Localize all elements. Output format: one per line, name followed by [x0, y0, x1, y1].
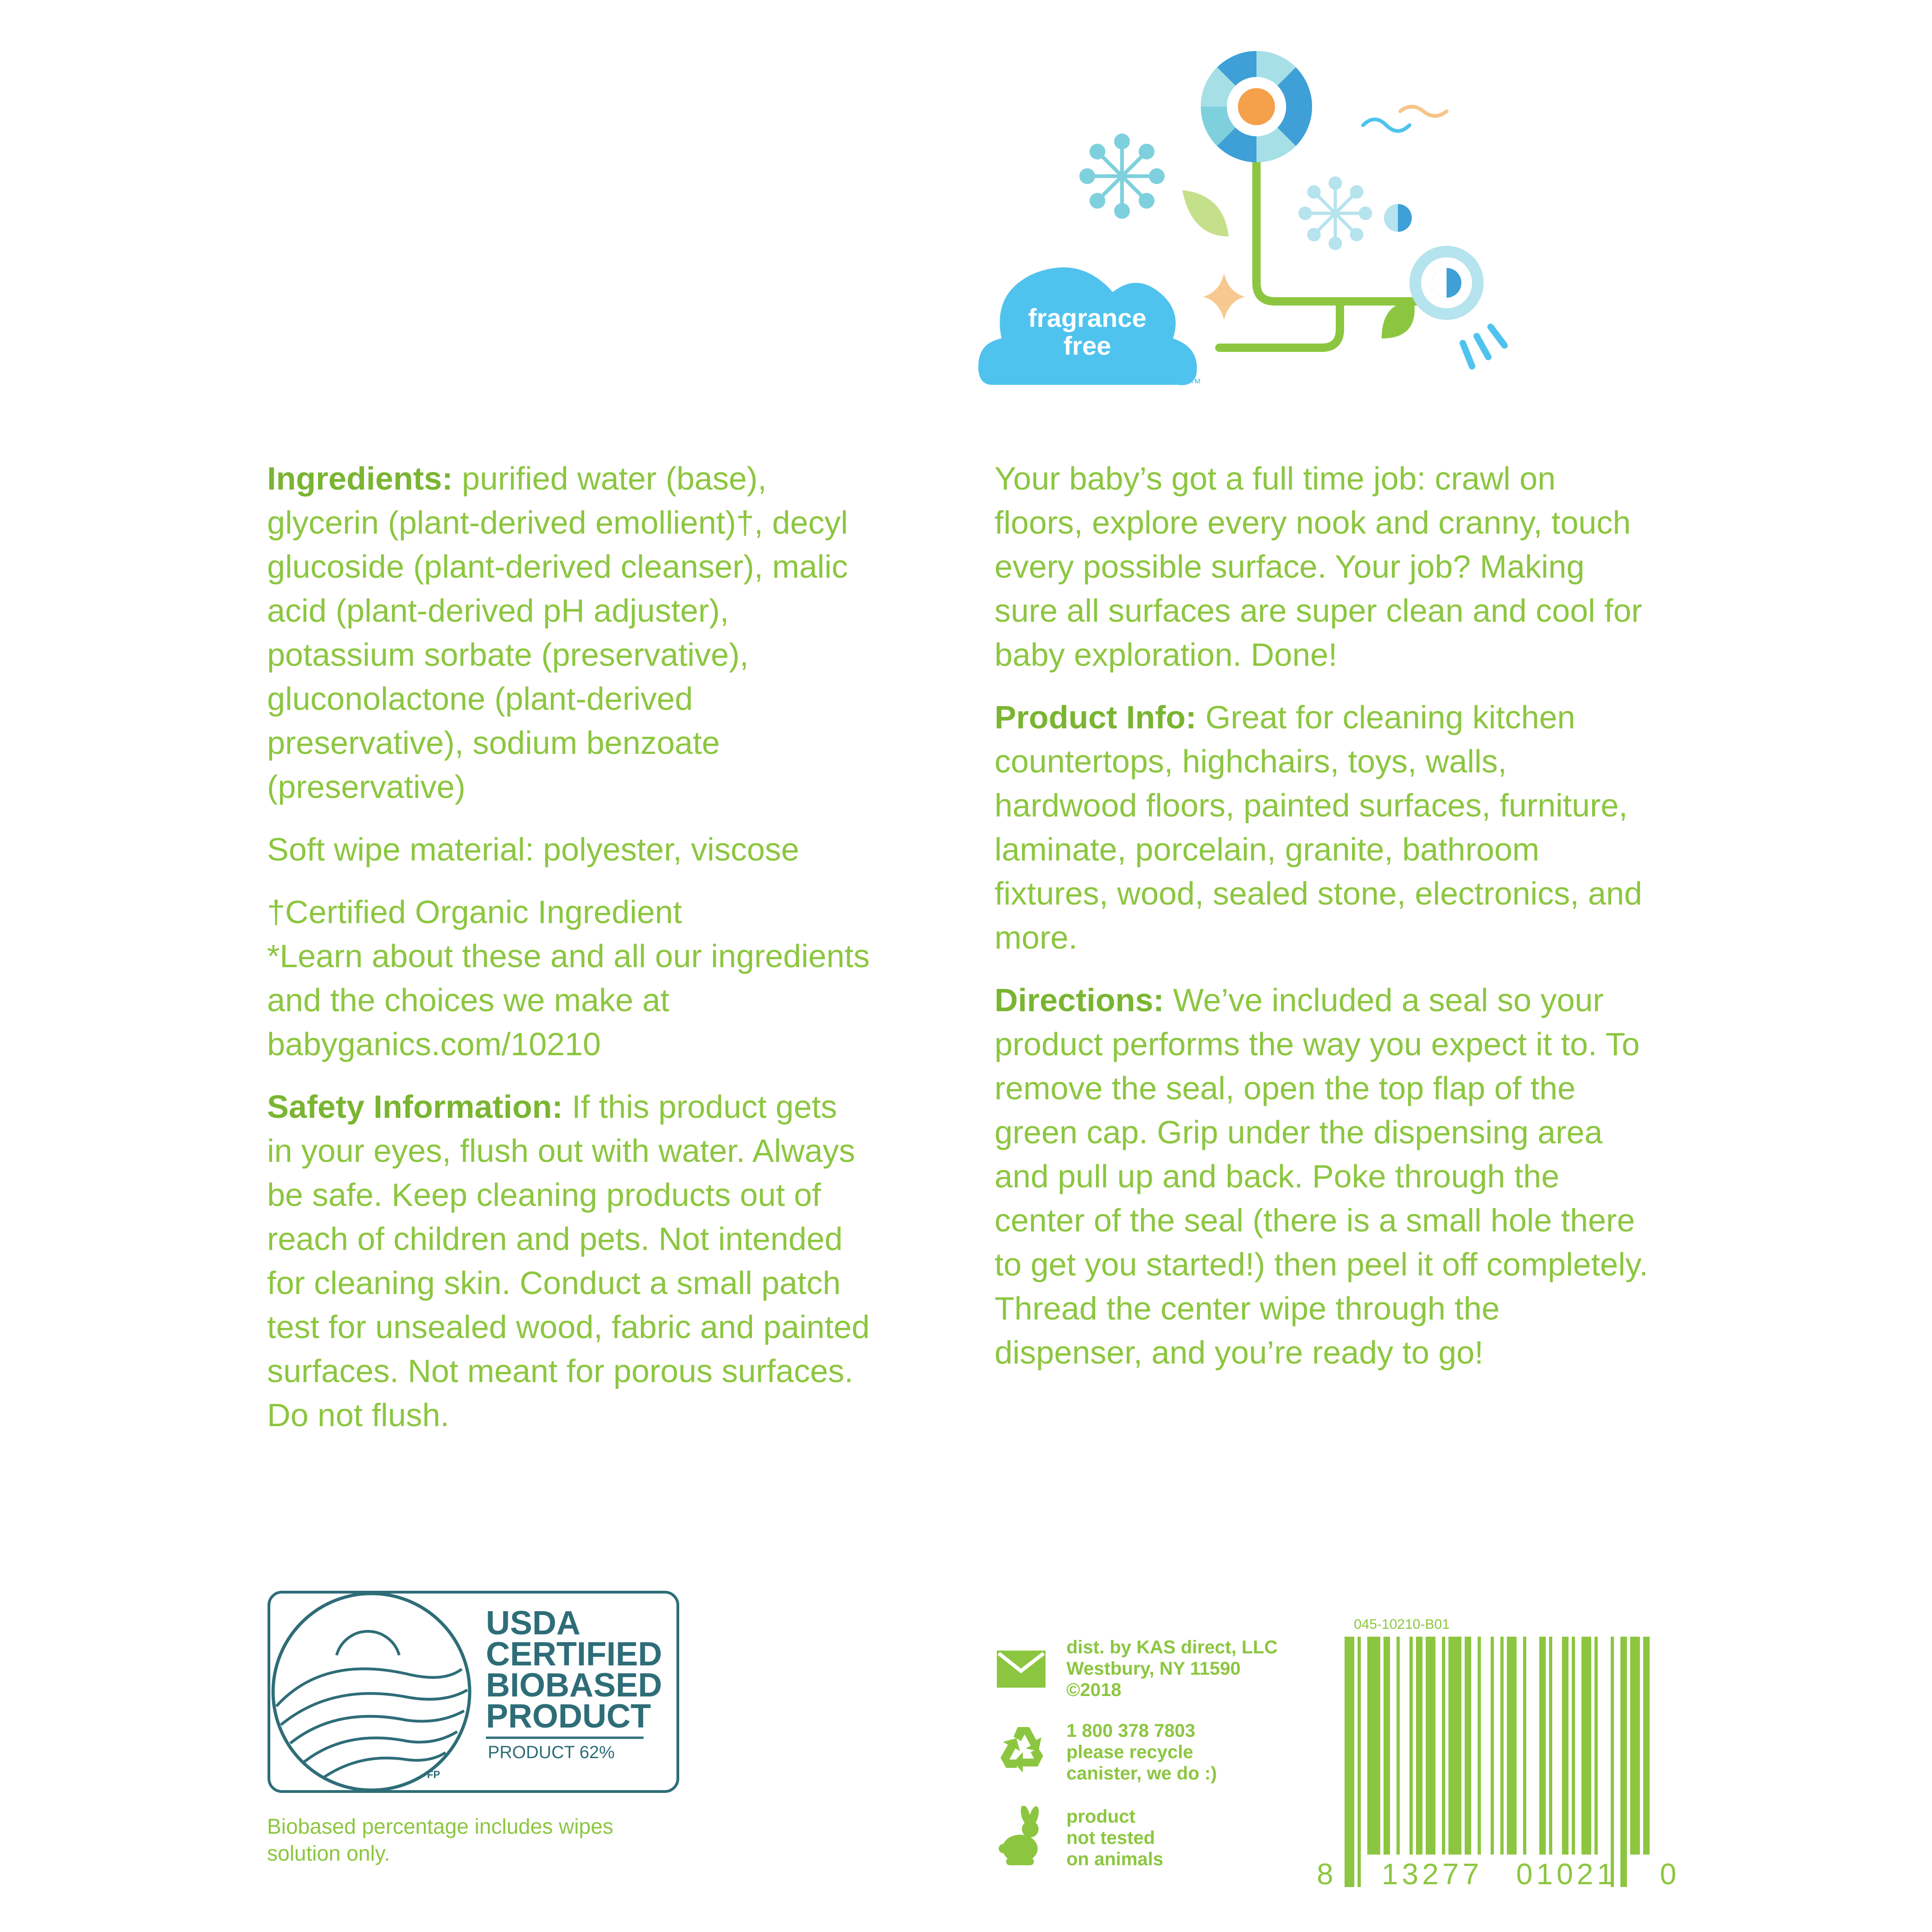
barcode-bar: [1478, 1637, 1481, 1855]
ingredients-label: Ingredients:: [267, 460, 453, 497]
barcode-bar: [1549, 1637, 1552, 1855]
barcode-bar: [1523, 1637, 1526, 1855]
directions-label: Directions:: [995, 982, 1164, 1018]
barcode-bar: [1491, 1637, 1494, 1855]
right-column: [995, 457, 1653, 1393]
barcode-bar: [1396, 1637, 1400, 1855]
intro-paragraph: Your baby’s got a full time job: crawl on floors, explore every nook and cranny, touch every possible surface. Your job? Making sure all surfaces are super clean and cool for baby exploration. Done!: [995, 460, 1642, 673]
cloud-line2: free: [1063, 331, 1111, 360]
ray-icon: [1463, 327, 1505, 366]
barcode-bar: [1367, 1637, 1380, 1855]
barcode-first-digit: 8: [1317, 1857, 1337, 1891]
left-column: [267, 457, 870, 1456]
barcode-bar: [1562, 1637, 1569, 1855]
barcode-bar: [1643, 1637, 1650, 1855]
barcode-bar: [1594, 1637, 1598, 1855]
barcode-bar: [1539, 1637, 1546, 1855]
trademark: ™: [1189, 376, 1201, 390]
barcode-bar: [1465, 1637, 1471, 1855]
directions-text: We’ve included a seal so your product performs the way you expect it to. To remove the seal, open the top flap of the green cap. Grip under the dispensing area and pull up and back. Poke through the center of the seal (there is a small hole there to get you started!) then peel it off completely. Thread the center wipe through the dispenser, and you’re ready to go!: [995, 982, 1648, 1371]
barcode-bar: [1581, 1637, 1591, 1855]
usda-line3: BIOBASED: [486, 1667, 663, 1704]
animal-line3: on animals: [1066, 1849, 1163, 1869]
barcode-bar: [1572, 1637, 1575, 1855]
usda-fp: FP: [427, 1769, 440, 1780]
usda-biobased-logo: [267, 1590, 680, 1793]
safety-label: Safety Information:: [267, 1089, 563, 1125]
cloud-line1: fragrance: [1028, 303, 1147, 332]
recycle-line1: please recycle: [1066, 1742, 1193, 1762]
barcode-bar: [1507, 1637, 1517, 1855]
dist-line3: ©2018: [1066, 1680, 1122, 1700]
product-info-text: Great for cleaning kitchen countertops, highchairs, toys, walls, hardwood floors, painted surfaces, furniture, laminate, porcelain, granite, bathroom fixtures, wood, sealed stone, electronics, and more.: [995, 699, 1642, 956]
barcode-bar: [1448, 1637, 1461, 1855]
animal-line1: product: [1066, 1806, 1135, 1827]
snowflake-icon: [1081, 135, 1163, 217]
barcode-left-digits: 13277: [1382, 1857, 1483, 1891]
safety-paragraph: [267, 1085, 870, 1437]
barcode-bar: [1620, 1637, 1627, 1887]
recycle-icon: [997, 1722, 1050, 1776]
learn-note: *Learn about these and all our ingredients and the choices we make at babyganics.com/10210: [267, 938, 870, 1062]
sparkle-icon: [1203, 274, 1245, 320]
squiggle-icon: [1363, 107, 1447, 131]
directions-paragraph: [995, 978, 1653, 1375]
dist-line1: dist. by KAS direct, LLC: [1066, 1637, 1278, 1658]
envelope-icon: [997, 1651, 1046, 1688]
barcode-bar: [1630, 1637, 1640, 1855]
dist-line2: Westbury, NY 11590: [1066, 1658, 1241, 1679]
leaf-icon: [1182, 190, 1229, 236]
ingredients-text: purified water (base), glycerin (plant-derived emollient)†, decyl glucoside (plant-derived cleanser), malic acid (plant-derived pH adjuster), potassium sorbate (preservative), gluconolactone (plant-derived preservative), sodium benzoate (preservative): [267, 460, 848, 805]
barcode-bar: [1611, 1637, 1614, 1887]
barcode-bar: [1409, 1637, 1413, 1855]
barcode-bar: [1500, 1637, 1504, 1855]
barcode-last-digit: 0: [1660, 1857, 1680, 1891]
usda-line2: CERTIFIED: [486, 1636, 663, 1673]
certified-note: †Certified Organic Ingredient: [267, 894, 682, 930]
product-info-paragraph: [995, 695, 1653, 960]
usda-line4: PRODUCT: [486, 1698, 651, 1735]
animal-line2: not tested: [1066, 1828, 1155, 1848]
ingredients-paragraph: [267, 457, 870, 809]
safety-text: If this product gets in your eyes, flush out with water. Always be safe. Keep cleaning products out of reach of children and pets. Not intended for cleaning skin. Conduct a small patch test for unsealed wood, fabric and painted surfaces. Not meant for porous surfaces. Do not flush.: [267, 1089, 870, 1433]
barcode-bar: [1384, 1637, 1390, 1855]
small-flower-icon: [1409, 246, 1484, 320]
barcode: [1345, 1637, 1651, 1887]
barcode-right-digits: 01021: [1516, 1857, 1617, 1891]
barcode-bar: [1358, 1637, 1361, 1887]
barcode-id: 045-10210-B01: [1354, 1617, 1450, 1632]
recycle-line2: canister, we do :): [1066, 1763, 1217, 1784]
phone-number: 1 800 378 7803: [1066, 1721, 1196, 1741]
half-circle-icon: [1384, 204, 1412, 232]
leaf-icon: [1382, 301, 1415, 338]
hero-illustration: [978, 42, 1558, 413]
flower-icon: [1201, 51, 1312, 162]
barcode-bar: [1426, 1637, 1435, 1855]
biobased-note: Biobased percentage includes wipes solution only.: [267, 1814, 613, 1865]
usda-line1: USDA: [486, 1605, 581, 1642]
usda-product-pct: PRODUCT 62%: [488, 1743, 615, 1762]
barcode-bar: [1442, 1637, 1445, 1855]
barcode-bar: [1345, 1637, 1354, 1887]
barcode-bar: [1416, 1637, 1422, 1855]
wipe-material: Soft wipe material: polyester, viscose: [267, 831, 799, 867]
rabbit-icon: [997, 1806, 1046, 1866]
snowflake-icon: [1300, 178, 1371, 249]
product-info-label: Product Info:: [995, 699, 1197, 735]
cloud-icon: [978, 268, 1201, 390]
